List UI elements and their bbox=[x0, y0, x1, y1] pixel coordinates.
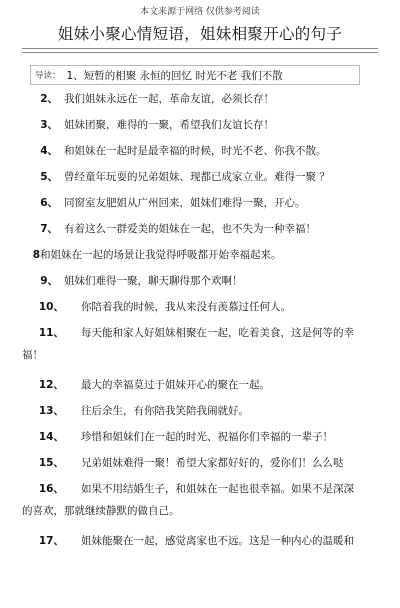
item-text: 如果不用结婚生子，和姐妹在一起也很幸福。如果不是深深 bbox=[81, 483, 354, 495]
item-number: 7、 bbox=[40, 223, 58, 235]
list-item bbox=[0, 196, 400, 222]
item-text-continued: 福！ bbox=[22, 349, 43, 361]
guide-label: 导读： bbox=[35, 71, 61, 81]
item-number: 8 bbox=[32, 249, 40, 261]
list-item bbox=[0, 430, 400, 456]
item-number: 16、 bbox=[38, 483, 64, 495]
item-text: 同窗室友肥姐从广州回来，姐妹们难得一聚，开心。 bbox=[64, 197, 306, 209]
item-text: 往后余生，有你陪我笑陪我闹就好。 bbox=[81, 405, 249, 417]
guide-box bbox=[30, 65, 360, 85]
page-title: 姐妹小聚心情短语，姐妹相聚开心的句子 bbox=[57, 25, 343, 43]
item-text: 兄弟姐妹难得一聚！希望大家都好好的，爱你们！么么哒 bbox=[81, 457, 344, 469]
item-number: 10、 bbox=[38, 301, 64, 313]
item-text: 我们姐妹永远在一起，革命友谊，必须长存！ bbox=[64, 93, 274, 105]
list-item bbox=[0, 482, 400, 534]
item-number: 5、 bbox=[40, 171, 58, 183]
list-item bbox=[0, 170, 400, 196]
item-text: 和姐妹在一起时是最幸福的时候，时光不老、你我不散。 bbox=[64, 145, 327, 157]
item-number: 17、 bbox=[38, 535, 64, 547]
list-item bbox=[0, 144, 400, 170]
list-item bbox=[0, 300, 400, 326]
item-number: 9、 bbox=[40, 275, 58, 287]
item-text: 每天能和家人好姐妹相聚在一起，吃着美食，这是何等的幸 bbox=[81, 327, 354, 339]
item-text: 曾经童年玩耍的兄弟姐妹、现都已成家立业。难得一聚 ？ bbox=[64, 171, 330, 183]
item-text: 和姐妹在一起的场景让我觉得呼吸都开始幸福起来。 bbox=[40, 249, 282, 261]
title-divider-top bbox=[22, 48, 378, 49]
title-divider-bottom bbox=[22, 52, 378, 53]
list-item bbox=[0, 456, 400, 482]
list-item bbox=[0, 378, 400, 404]
list-item bbox=[0, 222, 400, 248]
item-text: 有着这么一群爱美的姐妹在一起，也不失为一种幸福！ bbox=[64, 223, 316, 235]
item-text: 姐妹能聚在一起，感觉离家也不远。这是一种内心的温暖和 bbox=[81, 535, 354, 547]
item-number: 14、 bbox=[38, 431, 64, 443]
item-number: 11、 bbox=[38, 327, 64, 339]
item-text-continued: 的喜欢，那就继续静默的做自己。 bbox=[22, 505, 180, 517]
item-text: 你陪着我的时候，我从来没有羡慕过任何人。 bbox=[81, 301, 291, 313]
item-text: 珍惜和姐妹们在一起的时光、祝福你们幸福的一辈子！ bbox=[81, 431, 333, 443]
sentence-list bbox=[0, 92, 400, 560]
source-note: 本文来源于网络 仅供参考阅读 bbox=[140, 7, 260, 17]
item-number: 3、 bbox=[40, 119, 58, 131]
item-number: 6、 bbox=[40, 197, 58, 209]
item-number: 4、 bbox=[40, 145, 58, 157]
guide-text: 1、短暂的相聚 永恒的回忆 时光不老 我们不散 bbox=[66, 69, 283, 82]
list-item bbox=[0, 274, 400, 300]
list-item bbox=[0, 404, 400, 430]
list-item bbox=[0, 92, 400, 118]
item-text: 姐妹团聚，难得的一聚，希望我们友谊长存！ bbox=[64, 119, 274, 131]
list-item bbox=[0, 326, 400, 378]
list-item bbox=[0, 118, 400, 144]
list-item bbox=[0, 534, 400, 560]
item-number: 15、 bbox=[38, 457, 64, 469]
item-text: 最大的幸福莫过于姐妹开心的聚在一起。 bbox=[81, 379, 270, 391]
item-number: 13、 bbox=[38, 405, 64, 417]
item-text: 姐妹们难得一聚，聊天聊得那个欢啊！ bbox=[64, 275, 243, 287]
list-item bbox=[0, 248, 400, 274]
item-number: 2、 bbox=[40, 93, 58, 105]
item-number: 12、 bbox=[38, 379, 64, 391]
